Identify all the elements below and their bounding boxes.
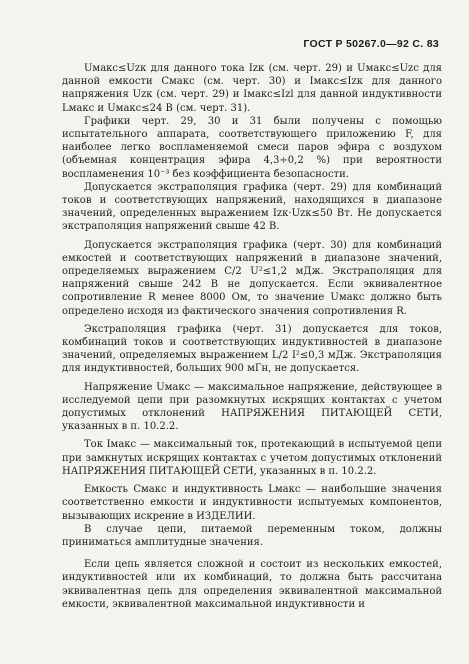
page-header: ГОСТ Р 50267.0—92 С. 83 — [303, 38, 439, 50]
paragraph-extrapolation-31: Экстраполяция графика (черт. 31) допускается для токов, комбинаций токов и соответствующих индуктивностей в диапазоне значений, определяемых выражением L/2 I²≤0,3 мДж. Экстраполяция для индуктивностей, больших 900 мГн, не допускается. — [62, 323, 442, 375]
paragraph-capacitance-inductance: Емкость Cмакс и индуктивность Lмакс — наибольшие значения соответственно емкости и индуктивности испытуемых компонентов, вызывающих искрение в ИЗДЕЛИИ. — [62, 484, 442, 522]
paragraph-voltage-definition: Напряжение Uмакс — максимальное напряжение, действующее в исследуемой цепи при разомкнутых искрящих контактах с учетом допустимых отклонений НАПРЯЖЕНИЯ ПИТАЮЩЕЙ СЕТИ, указанных в п. 10.2.2. — [62, 381, 442, 433]
paragraph-extrapolation-29: Допускается экстраполяция графика (черт. 29) для комбинаций токов и соответствующих напряжений, находящихся в диапазоне значений, определенных выражением Izк·Uzк≤50 Вт. Не допускается экстраполяция напряжений свыше 42 В. — [62, 181, 442, 233]
paragraph-ac-circuit: В случае цепи, питаемой переменным током, должны приниматься амплитудные значения. — [62, 523, 442, 548]
paragraph-graphs-origin: Графики черт. 29, 30 и 31 были получены с помощью испытательного аппарата, соответствующего приложению F, для наиболее легко воспламеняемой смеси паров эфира с воздухом (объемная концентрация эфира 4,3÷0,2 %) при вероятности воспламенения 10⁻³ без коэффициента безопасности. — [62, 115, 442, 180]
paragraph-limits: Uмакс≤Uzк для данного тока Izк (см. черт. 29) и Uмакс≤Uzс для данной емкости Cмакс (см. черт. 30) и Iмакс≤Izк для данного напряжения Uzк (см. черт. 29) и Iмакс≤Izl для данной индуктивности Lмакс и Uмакс≤24 В (см. черт. 31). — [62, 63, 442, 114]
body-text — [62, 62, 442, 611]
paragraph-current-definition: Ток Iмакс — максимальный ток, протекающий в испытуемой цепи при замкнутых искрящих контактах с учетом допустимых отклонений НАПРЯЖЕНИЯ ПИТАЮЩЕЙ СЕТИ, указанных в п. 10.2.2. — [62, 439, 442, 477]
paragraph-complex-circuit: Если цепь является сложной и состоит из нескольких емкостей, индуктивностей или их комбинаций, то должна быть рассчитана эквивалентная цепь для определения эквивалентной максимальной емкости, эквивалентной максимальной индуктивности и — [62, 559, 442, 610]
paragraph-extrapolation-30: Допускается экстраполяция графика (черт. 30) для комбинаций емкостей и соответствующих напряжений в диапазоне значений, определяемых выражением C/2 U²≤1,2 мДж. Экстраполяция для напряжений свыше 242 В не допускается. Если эквивалентное сопротивление R менее 8000 Ом, то значение Uмакс должно быть определено исходя из фактического значения сопротивления R. — [62, 239, 442, 317]
